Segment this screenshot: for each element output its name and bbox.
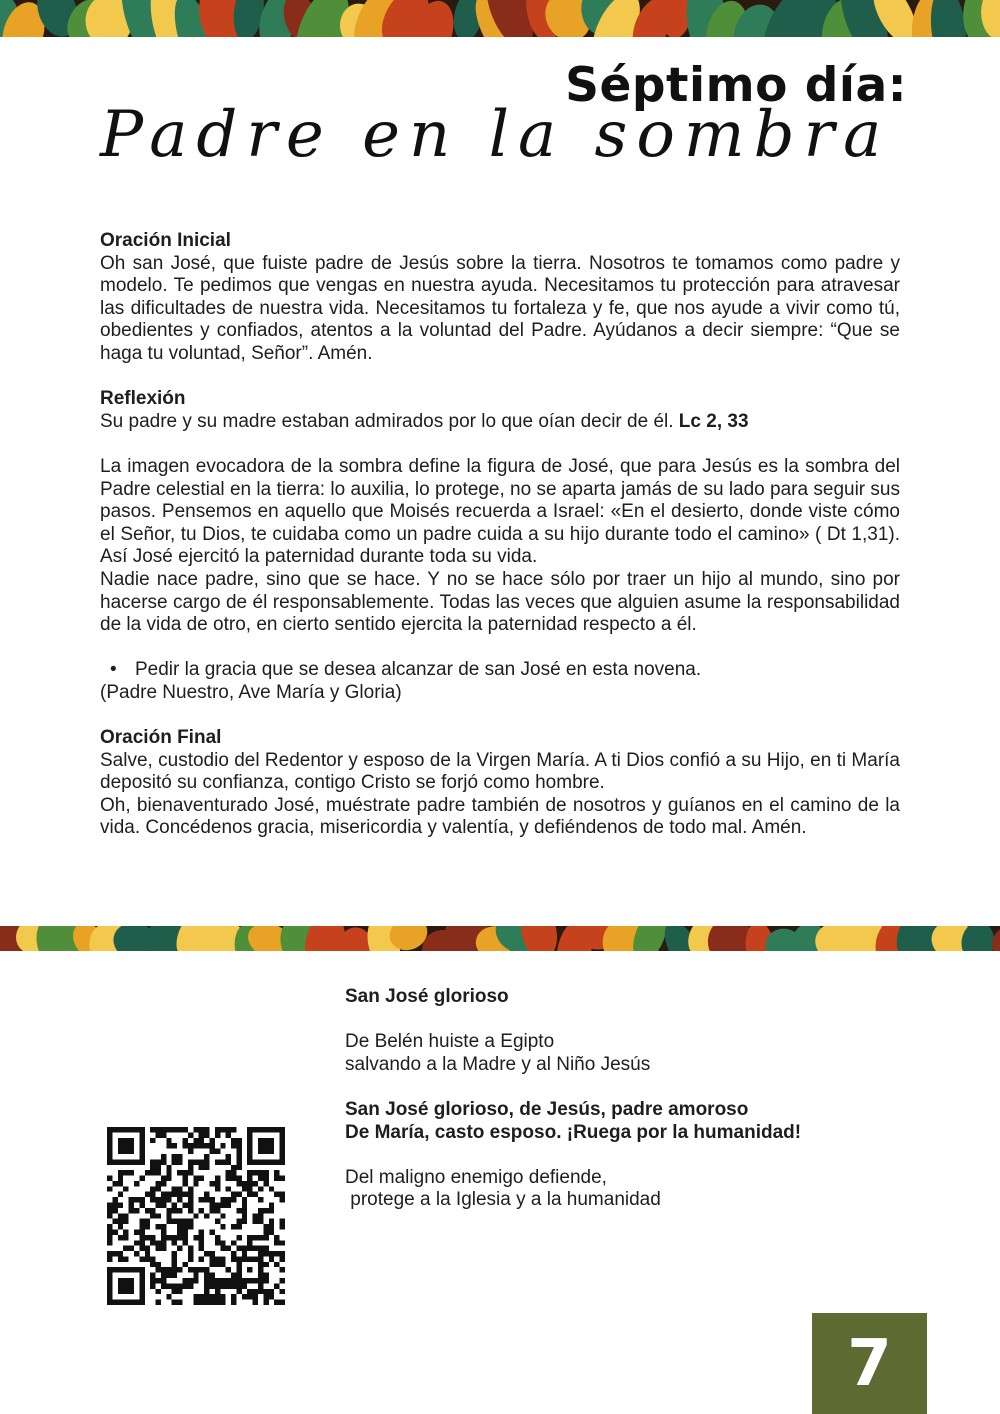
reflection-quote-text: Su padre y su madre estaban admirados por lo que oían decir de él.: [100, 410, 679, 432]
leaf-pattern-image: [0, 0, 1000, 37]
song-lyrics: [345, 986, 905, 1212]
qr-code-icon[interactable]: [107, 1127, 285, 1305]
final-prayer-heading: Oración Final: [100, 727, 222, 749]
bullet-text: Pedir la gracia que se desea alcanzar de san José en esta novena.: [135, 659, 702, 681]
song-verse-2-line-2: protege a la Iglesia y a la humanidad: [345, 1189, 661, 1211]
final-prayer-paragraph-1: Salve, custodio del Redentor y esposo de la Virgen María. A ti Dios confió a su Hijo, en ti María depositó su confianza, contigo Cristo se forjó como hombre.: [100, 749, 900, 794]
reflection-heading: Reflexión: [100, 388, 186, 410]
top-decorative-band: [0, 0, 1000, 37]
main-content: [100, 230, 900, 840]
song-verse-1-line-1: De Belén huiste a Egipto: [345, 1031, 555, 1053]
reflection-paragraph-1: La imagen evocadora de la sombra define la figura de José, que para Jesús es la sombra del Padre celestial en la tierra: lo auxilia, lo protege, no se aparta jamás de su lado para seguir sus pasos. Pensemos en aquello que Moisés recuerda a Israel: «En el desierto, donde viste cómo el Señor, tu Dios, te cuidaba como un padre cuida a su hijo durante todo el camino» ( Dt 1,31). Así José ejercitó la paternidad durante toda su vida.: [100, 455, 900, 568]
initial-prayer-text: Oh san José, que fuiste padre de Jesús sobre la tierra. Nosotros te tomamos como padre y modelo. Te pedimos que vengas en nuestra ayuda. Necesitamos tu protección para atravesar las dificultades de nuestra vida. Necesitamos tu fortaleza y fe, que nos ayude a vivir como tú, obedientes y confiados, atentos a la voluntad del Padre. Ayúdanos a decir siempre: “Que se haga tu voluntad, Señor”. Amén.: [100, 252, 900, 364]
song-verse-2-line-1: Del maligno enemigo defiende,: [345, 1166, 607, 1188]
song-chorus-line-1: San José glorioso, de Jesús, padre amoroso: [345, 1098, 749, 1120]
reflection-quote: [100, 411, 900, 434]
bullet-icon: •: [110, 659, 117, 681]
page-subtitle-script: Padre en la sombra: [100, 98, 891, 172]
song-chorus-line-2: De María, casto esposo. ¡Ruega por la humanidad!: [345, 1121, 802, 1143]
bullet-item: [100, 659, 900, 682]
reflection-reference: Lc 2, 33: [678, 410, 749, 432]
reflection-paragraph-2: Nadie nace padre, sino que se hace. Y no se hace sólo por traer un hijo al mundo, sino por hacerse cargo de él responsablemente. Todas las veces que alguien asume la responsabilidad de la vida de otro, en cierto sentido ejercita la paternidad respecto a él.: [100, 568, 900, 636]
song-verse-1-line-2: salvando a la Madre y al Niño Jesús: [345, 1053, 651, 1075]
initial-prayer-heading: Oración Inicial: [100, 230, 231, 251]
page-number-badge: [812, 1313, 927, 1414]
page-title: Séptimo día:: [565, 58, 907, 113]
middle-decorative-band: [0, 926, 1000, 951]
page-number: 7: [847, 1326, 892, 1401]
final-prayer-paragraph-2: Oh, bienaventurado José, muéstrate padre también de nosotros y guíanos en el camino de la vida. Concédenos gracia, misericordia y valentía, y defiéndenos de todo mal. Amén.: [100, 794, 900, 839]
song-title: San José glorioso: [345, 986, 509, 1007]
prayers-note: (Padre Nuestro, Ave María y Gloria): [100, 681, 402, 703]
leaf-pattern-image: [0, 926, 1000, 951]
